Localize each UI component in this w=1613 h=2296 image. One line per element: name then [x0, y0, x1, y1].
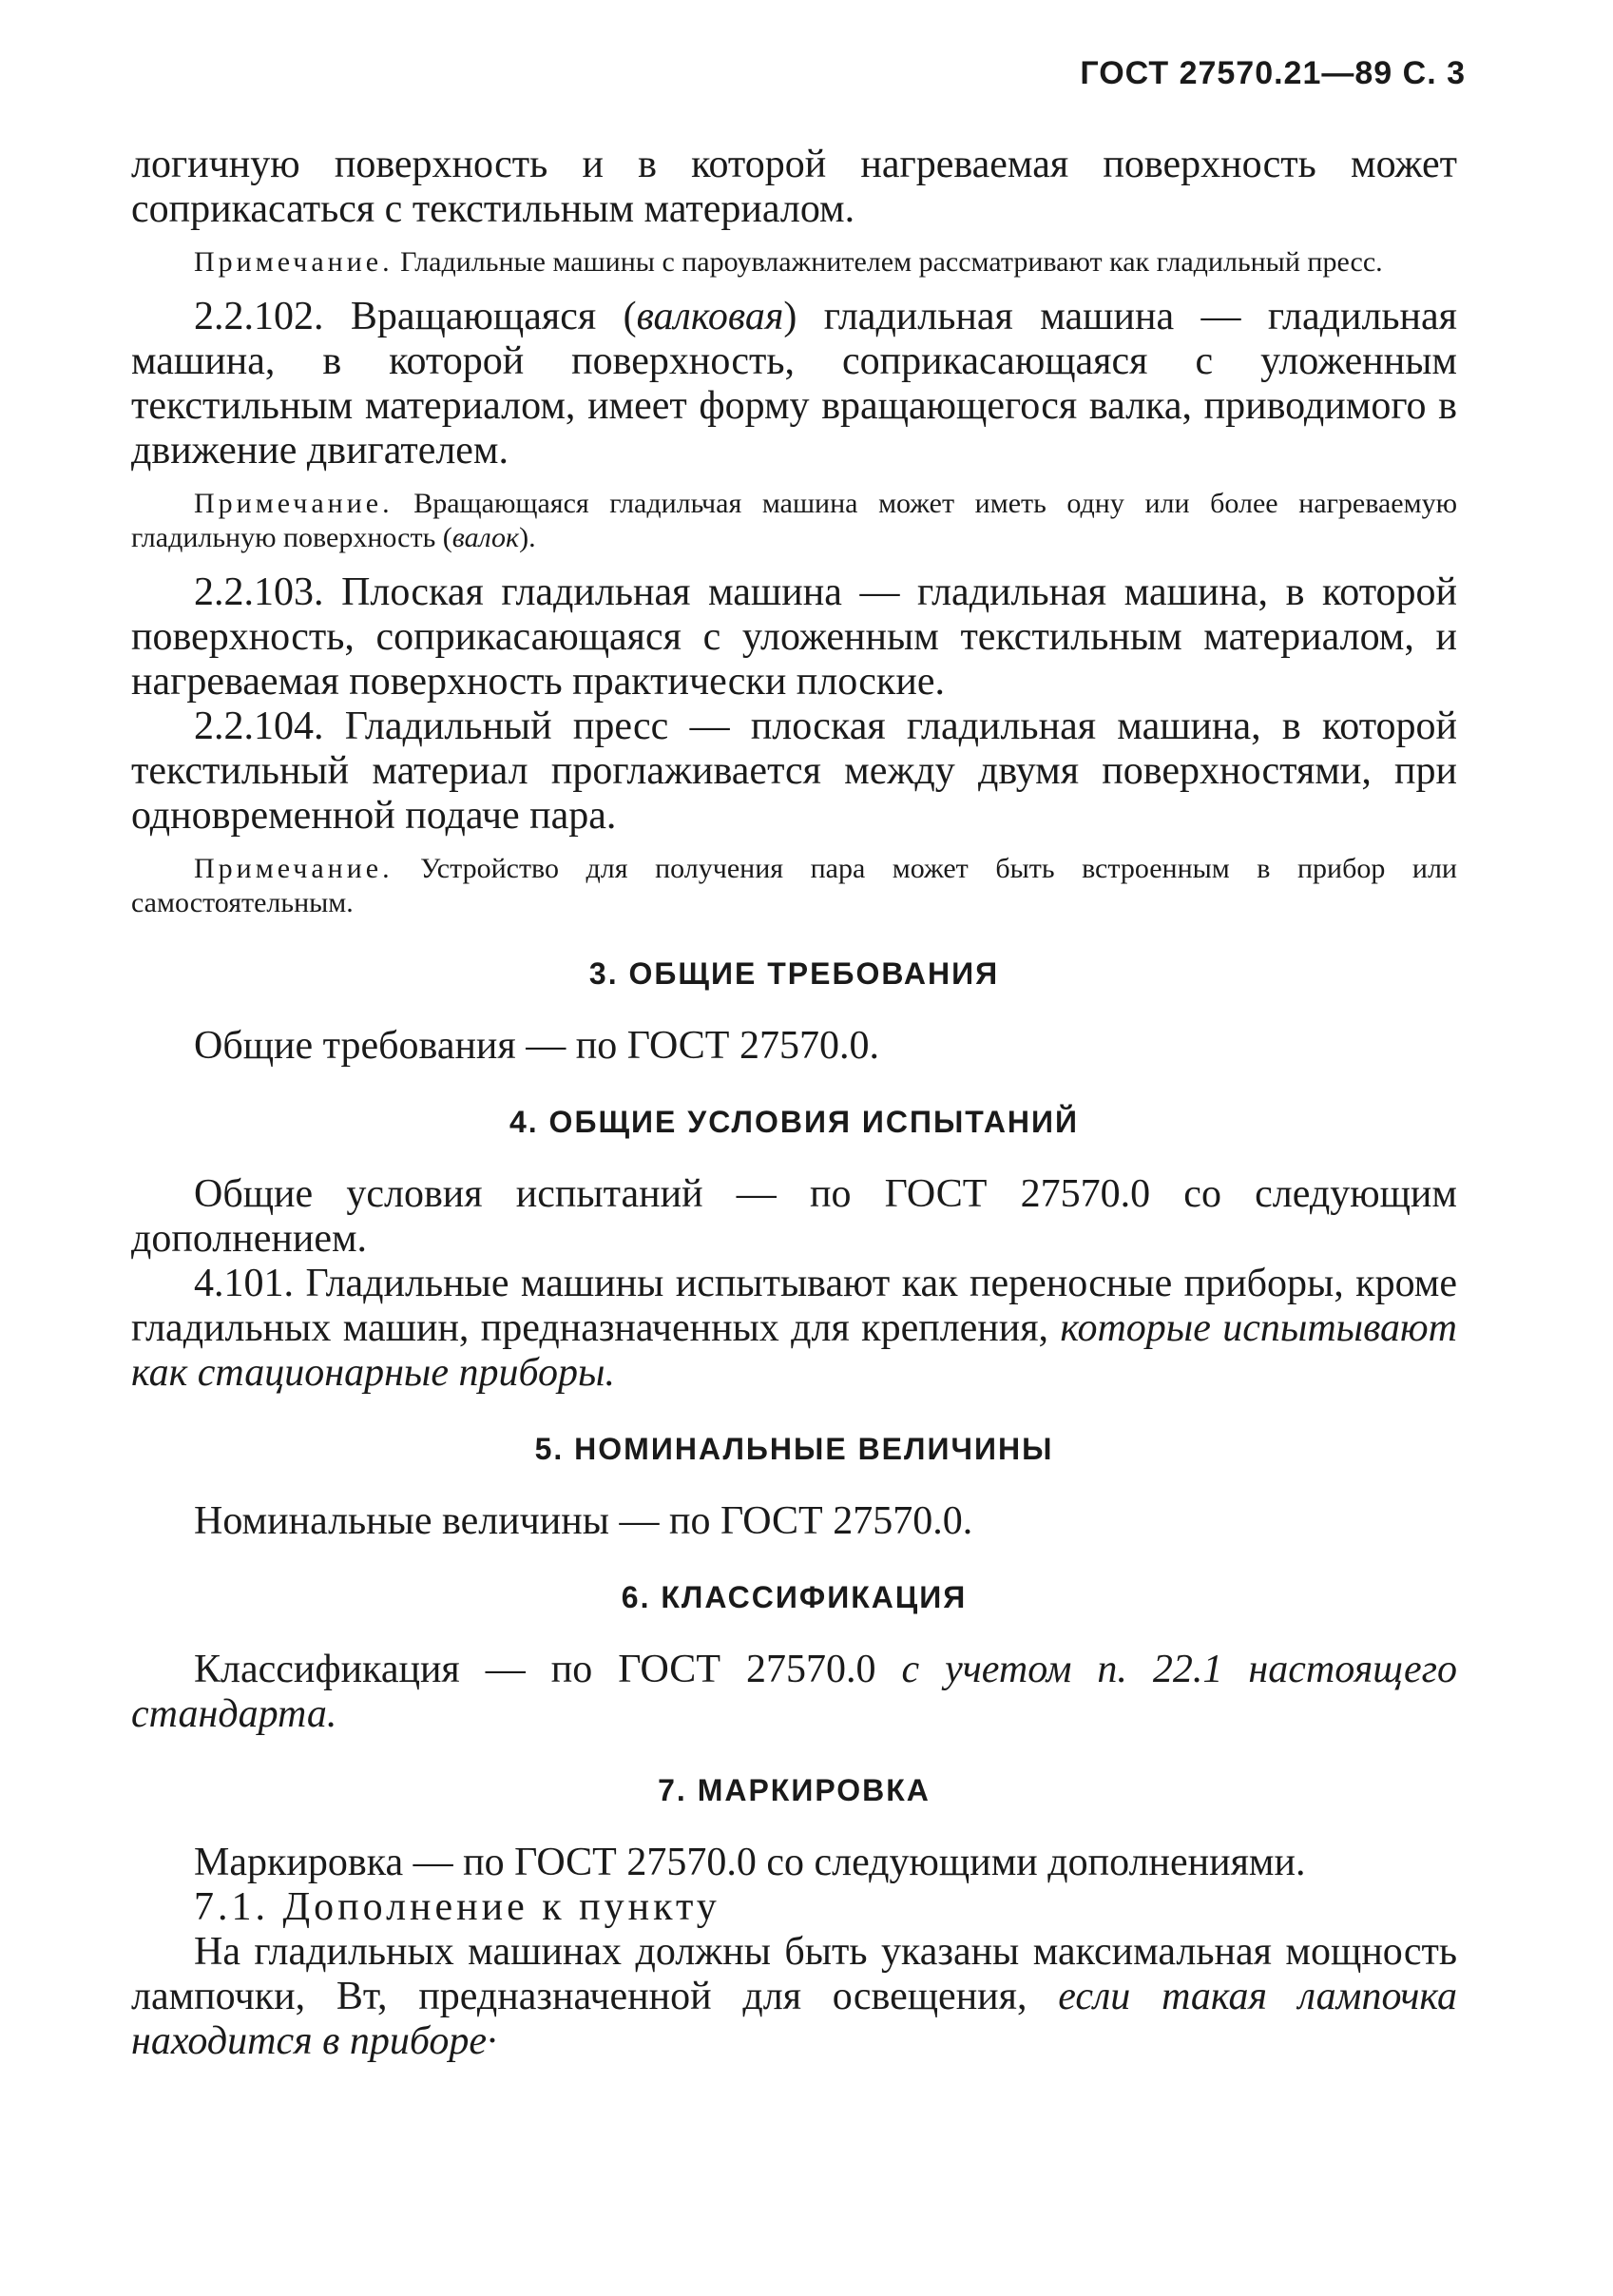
note-label: Примечание.: [194, 853, 394, 884]
clause-body-text: На гладильных машинах должны быть указаны максимальная мощность лампочки, Вт, предназначенной для освещения,: [131, 1930, 1457, 2018]
clause-text-end: ) гладильная машина — гладильная машина, в которой поверхность, соприкасающаяся с уложенным текстильным материалом, имеет форму вращающегося валка, приводимого в движение двигателем.: [131, 295, 1457, 473]
page-content: [131, 143, 1457, 2064]
section-3-text: Общие требования — по ГОСТ 27570.0.: [194, 1024, 879, 1068]
section-4-text: Общие условия испытаний — по ГОСТ 27570.0 со следующим дополнением.: [131, 1172, 1457, 1261]
clause-2-2-103: 2.2.103. Плоская гладильная машина — гладильная машина, в которой поверхность, соприкасающаяся с уложенным текстильным материалом, и нагреваемая поверхность практически плоские.: [131, 570, 1457, 704]
section-6-text: [131, 1648, 1457, 1737]
section-6-title: 6. КЛАССИФИКАЦИЯ: [621, 1580, 968, 1614]
page-header: ГОСТ 27570.21—89 С. 3: [1080, 55, 1466, 91]
clause-4-101: [131, 1262, 1457, 1396]
clause-2-2-104: 2.2.104. Гладильный пресс — плоская гладильная машина, в которой текстильный материал проглаживается между двумя поверхностями, при одновременной подаче пара.: [131, 704, 1457, 838]
note-1: [131, 245, 1457, 280]
note-label: Примечание.: [194, 488, 394, 519]
section-5-title: 5. НОМИНАЛЬНЫЕ ВЕЛИЧИНЫ: [534, 1432, 1054, 1466]
note-text-start: Вращающаяся гладильчая машина может иметь одну или более нагреваемую гладильную поверхность (: [131, 488, 1457, 553]
note-3: [131, 852, 1457, 920]
note-italic-term: валок: [451, 522, 520, 553]
clause-italic-text: которые испытывают как стационарные приборы.: [131, 1306, 1457, 1395]
clause-2-2-102: [131, 295, 1457, 473]
paragraph-continuation: логичную поверхность и в которой нагреваемая поверхность может соприкасаться с текстильным материалом.: [131, 143, 1457, 231]
section-7-text: Маркировка — по ГОСТ 27570.0 со следующими дополнениями.: [194, 1841, 1306, 1884]
section-7-title: 7. МАРКИРОВКА: [658, 1773, 931, 1807]
clause-body-italic: если такая лампочка находится в приборе·: [131, 1975, 1457, 2063]
note-text: Устройство для получения пара может быть встроенным в прибор или самостоятельным.: [131, 853, 1457, 918]
note-text-end: ).: [519, 522, 536, 553]
note-label: Примечание.: [194, 246, 394, 278]
section-6-italic-text: с учетом п. 22.1 настоящего стандарта.: [131, 1648, 1457, 1736]
section-5-text: Номинальные величины — по ГОСТ 27570.0.: [194, 1499, 973, 1543]
clause-7-1-label: 7.1. Дополнение к пункту: [194, 1885, 720, 1929]
section-4-title: 4. ОБЩИЕ УСЛОВИЯ ИСПЫТАНИЙ: [509, 1105, 1080, 1139]
note-text: Гладильные машины с пароувлажнителем рассматривают как гладильный пресс.: [393, 246, 1383, 278]
clause-7-1-body: [131, 1930, 1457, 2064]
clause-7-1-heading: [131, 1885, 1457, 1930]
section-3-title: 3. ОБЩИЕ ТРЕБОВАНИЯ: [588, 956, 1000, 991]
section-6-text-start: Классификация — по ГОСТ 27570.0: [194, 1648, 902, 1691]
clause-text: 4.101. Гладильные машины испытывают как переносные приборы, кроме гладильных машин, предназначенных для крепления,: [131, 1262, 1457, 1350]
clause-italic-term: валковая: [636, 295, 784, 338]
clause-text-start: 2.2.102. Вращающаяся (: [194, 295, 637, 338]
note-2: [131, 487, 1457, 555]
